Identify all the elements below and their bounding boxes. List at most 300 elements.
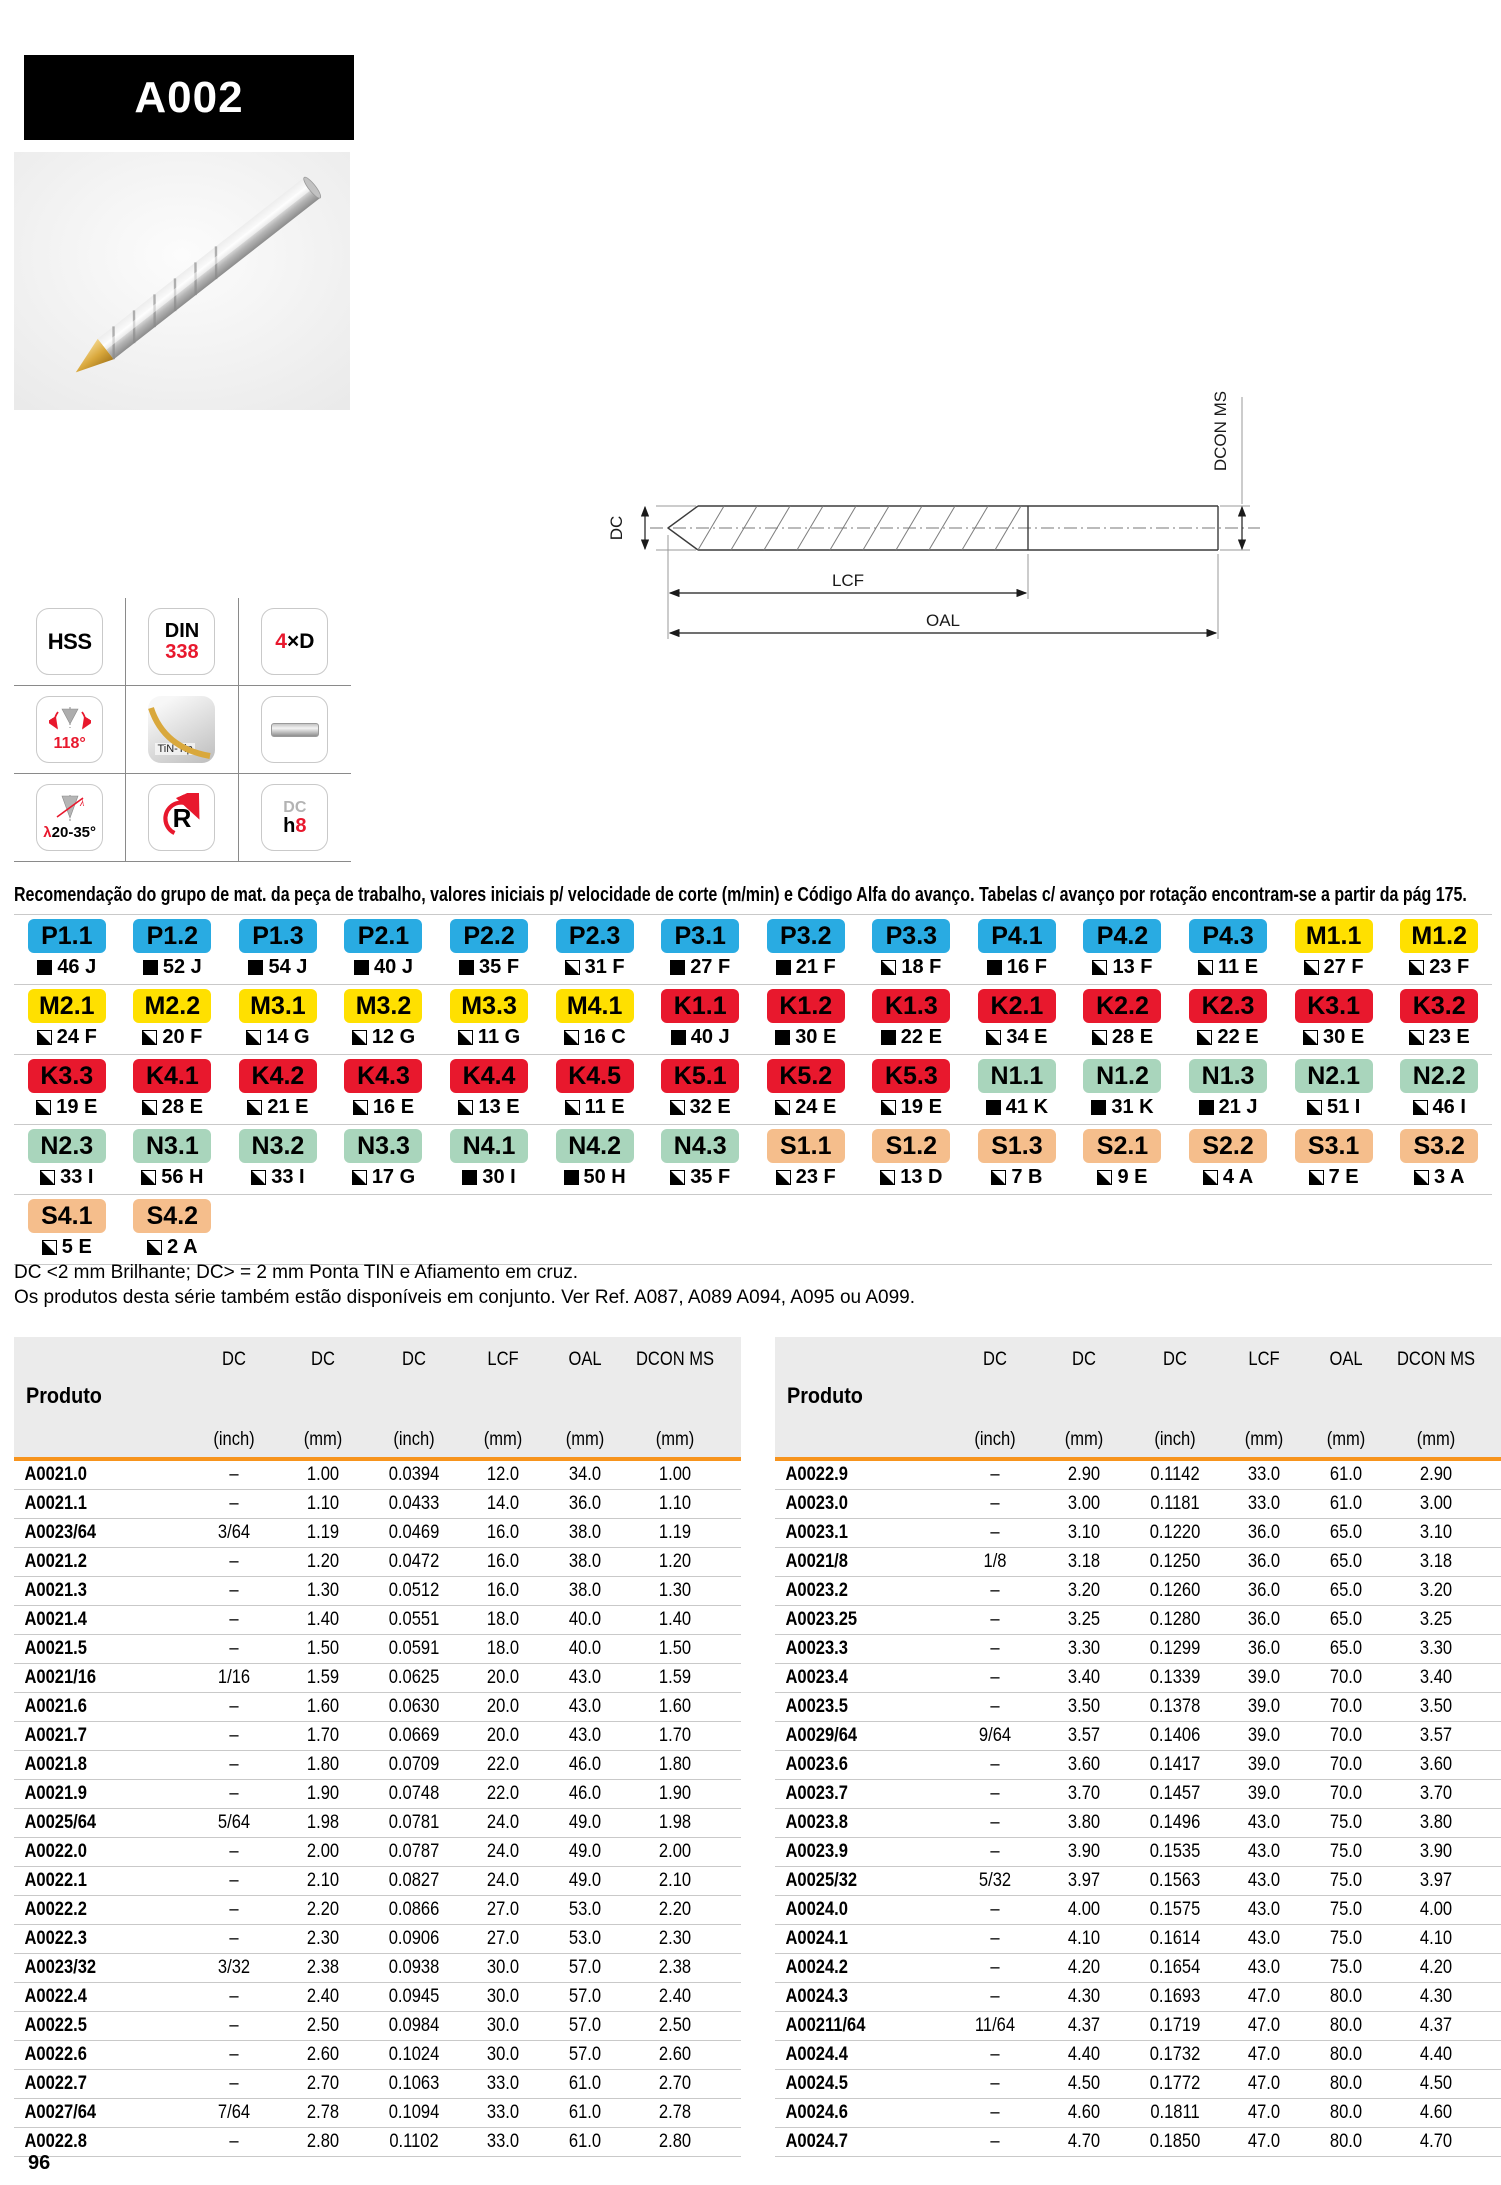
material-code-badge: K1.1 [661,989,739,1023]
material-code-badge: P2.2 [450,919,528,953]
din-number: 338 [165,640,199,663]
value-cell: 57.0 [568,1986,602,2007]
value-cell: 0.0748 [388,1783,440,1804]
material-value: 18 F [859,956,965,979]
material-code-badge: P3.1 [661,919,739,953]
value-cell: 36.0 [568,1493,602,1514]
material-cell-S4.2 [120,1199,226,1259]
material-value: 46 J [14,956,120,979]
footnote-line-1: DC <2 mm Brilhante; DC> = 2 mm Ponta TIN e Afiamento em cruz. [14,1262,579,1283]
value-cell: 38.0 [568,1522,602,1543]
value-cell: 4.50 [1067,2073,1101,2094]
drill-point-angle-graphic [49,706,91,734]
value-cell: 65.0 [1329,1580,1363,1601]
product-code: A0023.8 [785,1812,848,1833]
value-cell: 57.0 [568,1957,602,1978]
material-code-badge: M3.2 [344,989,422,1023]
value-cell: 0.0709 [388,1754,440,1775]
material-cell-N1.1 [964,1059,1070,1119]
value-cell: 4.20 [1419,1957,1453,1978]
table-row [775,1983,1501,2012]
cylindrical-shank-icon [261,696,328,763]
feature-icon-panel [14,598,351,862]
column-unit: (mm) [1064,1429,1104,1450]
value-cell: 30.0 [486,1957,520,1978]
value-cell: 43.0 [568,1696,602,1717]
filled-square-icon [670,960,685,975]
column-units-row [775,1429,1501,1451]
product-code: A0022.5 [24,2015,87,2036]
table-row [775,1722,1501,1751]
material-code-badge: M2.2 [133,989,211,1023]
diagram-label-oal: OAL [925,611,961,630]
table-row [775,1838,1501,1867]
value-cell: 14.0 [486,1493,520,1514]
hss-material-icon [36,608,103,675]
icon-cell-helix [14,774,126,862]
value-cell: 70.0 [1329,1783,1363,1804]
material-cell-P2.2 [436,919,542,979]
material-cell-N3.3 [331,1129,437,1189]
material-cell-P3.3 [859,919,965,979]
table-row [775,1925,1501,1954]
value-cell: 33.0 [486,2131,520,2152]
material-cell-S2.1 [1070,1129,1176,1189]
value-cell: – [229,1696,239,1717]
material-cell-empty [436,1199,542,1259]
material-cell-S3.1 [1281,1129,1387,1189]
material-value: 9 E [1070,1166,1176,1189]
value-cell: – [990,1899,1000,1920]
column-header: DC [1163,1349,1187,1370]
material-value: 7 E [1281,1166,1387,1189]
material-cell-empty [859,1199,965,1259]
material-code-badge: K4.3 [344,1059,422,1093]
material-code-badge: K4.2 [239,1059,317,1093]
table-row [14,2012,741,2041]
value-cell: 2.40 [658,1986,692,2007]
table-row [14,2128,741,2157]
half-filled-square-icon [40,1170,55,1185]
half-filled-square-icon [991,1170,1006,1185]
value-cell: 1.20 [658,1551,692,1572]
material-cell-K4.1 [120,1059,226,1119]
value-cell: 61.0 [1329,1464,1363,1485]
half-filled-square-icon [986,1030,1001,1045]
material-value: 11 E [542,1096,648,1119]
value-cell: 3.60 [1067,1754,1101,1775]
material-code-badge: N4.2 [556,1129,634,1163]
value-cell: 0.1496 [1149,1812,1201,1833]
value-cell: 2.00 [306,1841,340,1862]
material-grid-row [14,985,1492,1055]
value-cell: 4.20 [1067,1957,1101,1978]
column-header: LCF [1248,1349,1280,1370]
material-value: 19 E [14,1096,120,1119]
value-cell: 38.0 [568,1551,602,1572]
column-header: LCF [487,1349,519,1370]
diagram-label-dcon-ms: DCON MS [1211,390,1230,472]
value-cell: 33.0 [1247,1493,1281,1514]
table-row [775,1606,1501,1635]
value-cell: 2.78 [306,2102,340,2123]
value-cell: 33.0 [1247,1464,1281,1485]
product-code: A0024.5 [785,2073,848,2094]
value-cell: 33.0 [486,2102,520,2123]
product-code: A0021.5 [24,1638,87,1659]
material-cell-K4.3 [331,1059,437,1119]
material-code-badge: M1.2 [1400,919,1478,953]
material-value: 34 E [964,1026,1070,1049]
value-cell: 4.00 [1067,1899,1101,1920]
value-cell: – [990,1986,1000,2007]
value-cell: 3.40 [1419,1667,1453,1688]
footnotes [14,1260,1214,1310]
product-code: A0024.1 [785,1928,848,1949]
drill-bit-photo [14,152,350,410]
table-row [775,1461,1501,1490]
value-cell: – [229,2044,239,2065]
value-cell: 1.30 [658,1580,692,1601]
value-cell: 3.18 [1067,1551,1101,1572]
product-code: A0025/64 [24,1812,97,1833]
material-value: 23 E [1386,1026,1492,1049]
table-row [14,1664,741,1693]
value-cell: 0.0781 [388,1812,440,1833]
value-cell: 4.60 [1067,2102,1101,2123]
material-code-badge: S3.2 [1400,1129,1478,1163]
value-cell: 3.10 [1419,1522,1453,1543]
value-cell: – [990,1609,1000,1630]
material-code-badge: K3.1 [1295,989,1373,1023]
value-cell: 1.40 [658,1609,692,1630]
value-cell: 1.50 [658,1638,692,1659]
material-cell-N2.1 [1281,1059,1387,1119]
value-cell: 5/32 [978,1870,1012,1891]
material-cell-P3.1 [647,919,753,979]
material-cell-K1.2 [753,989,859,1049]
value-cell: – [229,1638,239,1659]
value-cell: – [229,1725,239,1746]
value-cell: 16.0 [486,1580,520,1601]
value-cell: 2.90 [1419,1464,1453,1485]
value-cell: 3.40 [1067,1667,1101,1688]
value-cell: 80.0 [1329,2015,1363,2036]
flute-length-icon [261,608,328,675]
value-cell: – [990,1464,1000,1485]
value-cell: 0.1811 [1150,2102,1200,2123]
value-cell: 4.30 [1067,1986,1101,2007]
table-row [14,1577,741,1606]
half-filled-square-icon [1409,1030,1424,1045]
value-cell: 27.0 [486,1928,520,1949]
material-code-badge: K3.2 [1400,989,1478,1023]
value-cell: 3.60 [1419,1754,1453,1775]
value-cell: 36.0 [1247,1522,1281,1543]
material-code-badge: K4.1 [133,1059,211,1093]
value-cell: 43.0 [1247,1957,1281,1978]
value-cell: 1.19 [306,1522,340,1543]
material-code-badge: K4.4 [450,1059,528,1093]
material-cell-K1.1 [647,989,753,1049]
material-code-badge: M4.1 [556,989,634,1023]
table-row [14,1490,741,1519]
value-cell: 20.0 [486,1696,520,1717]
filled-square-icon [986,1100,1001,1115]
material-value: 21 J [1175,1096,1281,1119]
material-code-badge: S4.2 [133,1199,211,1233]
value-cell: – [990,1841,1000,1862]
hss-label: HSS [47,628,92,654]
helix-angle-icon [36,784,103,851]
material-code-badge: S1.2 [872,1129,950,1163]
icon-cell-4xd [239,598,351,686]
product-code: A0021.0 [24,1464,87,1485]
column-unit: (inch) [213,1429,255,1450]
table-row [14,1519,741,1548]
product-code: A0024.3 [785,1986,848,2007]
value-cell: 3.70 [1067,1783,1101,1804]
value-cell: 47.0 [1247,2131,1281,2152]
icon-cell-hss [14,598,126,686]
rotation-arrow-graphic [157,793,207,843]
material-value: 16 C [542,1026,648,1049]
material-value: 31 F [542,956,648,979]
value-cell: – [229,1986,239,2007]
material-cell-M4.1 [542,989,648,1049]
value-cell: 3.18 [1419,1551,1453,1572]
value-cell: 0.1260 [1149,1580,1201,1601]
half-filled-square-icon [1097,1170,1112,1185]
value-cell: 2.10 [306,1870,340,1891]
value-cell: 43.0 [568,1725,602,1746]
value-cell: 36.0 [1247,1580,1281,1601]
material-cell-N4.3 [647,1129,753,1189]
recommendation-banner [14,884,1494,912]
value-cell: 49.0 [568,1841,602,1862]
value-cell: 1.98 [306,1812,340,1833]
material-cell-empty [964,1199,1070,1259]
material-value: 41 K [964,1096,1070,1119]
value-cell: 4.37 [1067,2015,1101,2036]
value-cell: 0.0938 [388,1957,440,1978]
product-code: A0023.7 [785,1783,848,1804]
filled-square-icon [248,960,263,975]
value-cell: 43.0 [1247,1928,1281,1949]
material-code-badge: K5.1 [661,1059,739,1093]
material-cell-K3.1 [1281,989,1387,1049]
value-cell: 1.30 [306,1580,340,1601]
product-code: A0021/8 [785,1551,848,1572]
value-cell: 0.1575 [1149,1899,1201,1920]
column-header-produto: Produto [26,1383,102,1408]
value-cell: 39.0 [1247,1783,1281,1804]
filled-square-icon [987,960,1002,975]
material-grid-row [14,1195,1492,1265]
value-cell: 4.37 [1419,2015,1453,2036]
value-cell: – [229,1580,239,1601]
material-code-badge: M3.1 [239,989,317,1023]
din-label: DIN [164,619,200,642]
value-cell: 2.90 [1067,1464,1101,1485]
half-filled-square-icon [147,1240,162,1255]
value-cell: – [990,1580,1000,1601]
half-filled-square-icon [564,1030,579,1045]
material-cell-P1.2 [120,919,226,979]
product-code-box [24,55,354,140]
material-cell-P2.1 [331,919,437,979]
header-spacer [14,1349,165,1371]
value-cell: 3.90 [1067,1841,1101,1862]
value-cell: 0.1142 [1150,1464,1200,1485]
product-code: A0023.4 [785,1667,848,1688]
material-value: 16 E [331,1096,437,1119]
table-row [14,1693,741,1722]
material-code-badge: P3.3 [872,919,950,953]
value-cell: 0.1719 [1149,2015,1201,2036]
material-cell-empty [331,1199,437,1259]
table-row [14,1780,741,1809]
material-code-badge: P4.1 [978,919,1056,953]
material-cell-M3.2 [331,989,437,1049]
material-cell-empty [1386,1199,1492,1259]
material-code-badge: N3.1 [133,1129,211,1163]
half-filled-square-icon [775,1100,790,1115]
value-cell: – [990,1493,1000,1514]
value-cell: 43.0 [1247,1812,1281,1833]
value-cell: 3.57 [1067,1725,1101,1746]
header-spacer [775,1429,926,1451]
value-cell: – [229,1783,239,1804]
value-cell: – [990,1928,1000,1949]
value-cell: 1.59 [658,1667,692,1688]
product-code: A00211/64 [785,2015,866,2036]
4xd-black: ×D [286,629,315,653]
value-cell: 2.80 [306,2131,340,2152]
column-header: DC [311,1349,335,1370]
value-cell: 1.90 [658,1783,692,1804]
value-cell: 30.0 [486,2044,520,2065]
value-cell: – [229,1928,239,1949]
product-code: A0021.2 [24,1551,87,1572]
column-unit: (mm) [1416,1429,1456,1450]
half-filled-square-icon [1198,960,1213,975]
value-cell: 0.0669 [388,1725,440,1746]
value-cell: 5/64 [217,1812,251,1833]
value-cell: 2.40 [306,1986,340,2007]
value-cell: 3.00 [1419,1493,1453,1514]
table-row [775,2041,1501,2070]
value-cell: 16.0 [486,1551,520,1572]
column-header: OAL [568,1349,602,1370]
value-cell: 40.0 [568,1609,602,1630]
value-cell: – [990,2102,1000,2123]
icon-cell-shank [239,686,351,774]
column-header-produto: Produto [787,1383,863,1408]
material-grid-row [14,915,1492,985]
material-cell-K3.3 [14,1059,120,1119]
material-cell-empty [1070,1199,1176,1259]
material-code-badge: N4.1 [450,1129,528,1163]
product-code: A0021.8 [24,1754,87,1775]
column-units-row [14,1429,741,1451]
value-cell: 1.59 [306,1667,340,1688]
material-cell-P4.1 [964,919,1070,979]
value-cell: 75.0 [1329,1812,1363,1833]
table-row [775,2099,1501,2128]
value-cell: 61.0 [1329,1493,1363,1514]
half-filled-square-icon [880,1170,895,1185]
value-cell: 0.0551 [388,1609,440,1630]
material-cell-N2.2 [1386,1059,1492,1119]
value-cell: 0.1406 [1149,1725,1201,1746]
material-value: 14 G [225,1026,331,1049]
value-cell: 0.1102 [389,2131,439,2152]
value-cell: 34.0 [568,1464,602,1485]
material-cell-N4.1 [436,1129,542,1189]
material-value: 11 G [436,1026,542,1049]
material-value: 13 D [859,1166,965,1189]
product-code: A0023.1 [785,1522,848,1543]
value-cell: 80.0 [1329,2102,1363,2123]
value-cell: 0.1772 [1149,2073,1201,2094]
value-cell: 3.80 [1067,1812,1101,1833]
half-filled-square-icon [1414,1170,1429,1185]
value-cell: 2.20 [306,1899,340,1920]
product-code: A0021.9 [24,1783,87,1804]
value-cell: 1.40 [306,1609,340,1630]
recommendation-text: Recomendação do grupo de mat. da peça de trabalho, valores iniciais p/ velocidade de corte (m/min) e Código Alfa do avanço. Tabelas c/ avanço por rotação encontram-se a partir da pág 175. [14,884,1467,906]
material-value: 22 E [1175,1026,1281,1049]
material-code-badge: N2.3 [28,1129,106,1163]
value-cell: 4.50 [1419,2073,1453,2094]
value-cell: 4.10 [1067,1928,1101,1949]
product-table-left [14,1337,741,2157]
material-value: 13 E [436,1096,542,1119]
material-cell-empty [1281,1199,1387,1259]
material-code-badge: P3.2 [767,919,845,953]
value-cell: 49.0 [568,1812,602,1833]
value-cell: 4.00 [1419,1899,1453,1920]
material-value: 56 H [120,1166,226,1189]
half-filled-square-icon [353,1100,368,1115]
value-cell: 80.0 [1329,2073,1363,2094]
material-cell-P1.1 [14,919,120,979]
table-row [775,1490,1501,1519]
column-unit: (inch) [1154,1429,1196,1450]
value-cell: 1.90 [306,1783,340,1804]
half-filled-square-icon [141,1170,156,1185]
value-cell: 2.38 [658,1957,692,1978]
material-code-badge: K5.3 [872,1059,950,1093]
half-filled-square-icon [1197,1030,1212,1045]
product-code: A0023.5 [785,1696,848,1717]
table-row [775,2070,1501,2099]
tolerance-h: h [283,814,296,837]
material-value: 40 J [331,956,437,979]
value-cell: 30.0 [486,2015,520,2036]
table-row [14,2070,741,2099]
column-header: DC [1072,1349,1096,1370]
material-code-badge: N3.3 [344,1129,422,1163]
value-cell: 2.20 [658,1899,692,1920]
material-value: 22 E [859,1026,965,1049]
material-code-badge: S3.1 [1295,1129,1373,1163]
column-header: DC [402,1349,426,1370]
filled-square-icon [37,960,52,975]
value-cell: 1.60 [306,1696,340,1717]
half-filled-square-icon [352,1170,367,1185]
